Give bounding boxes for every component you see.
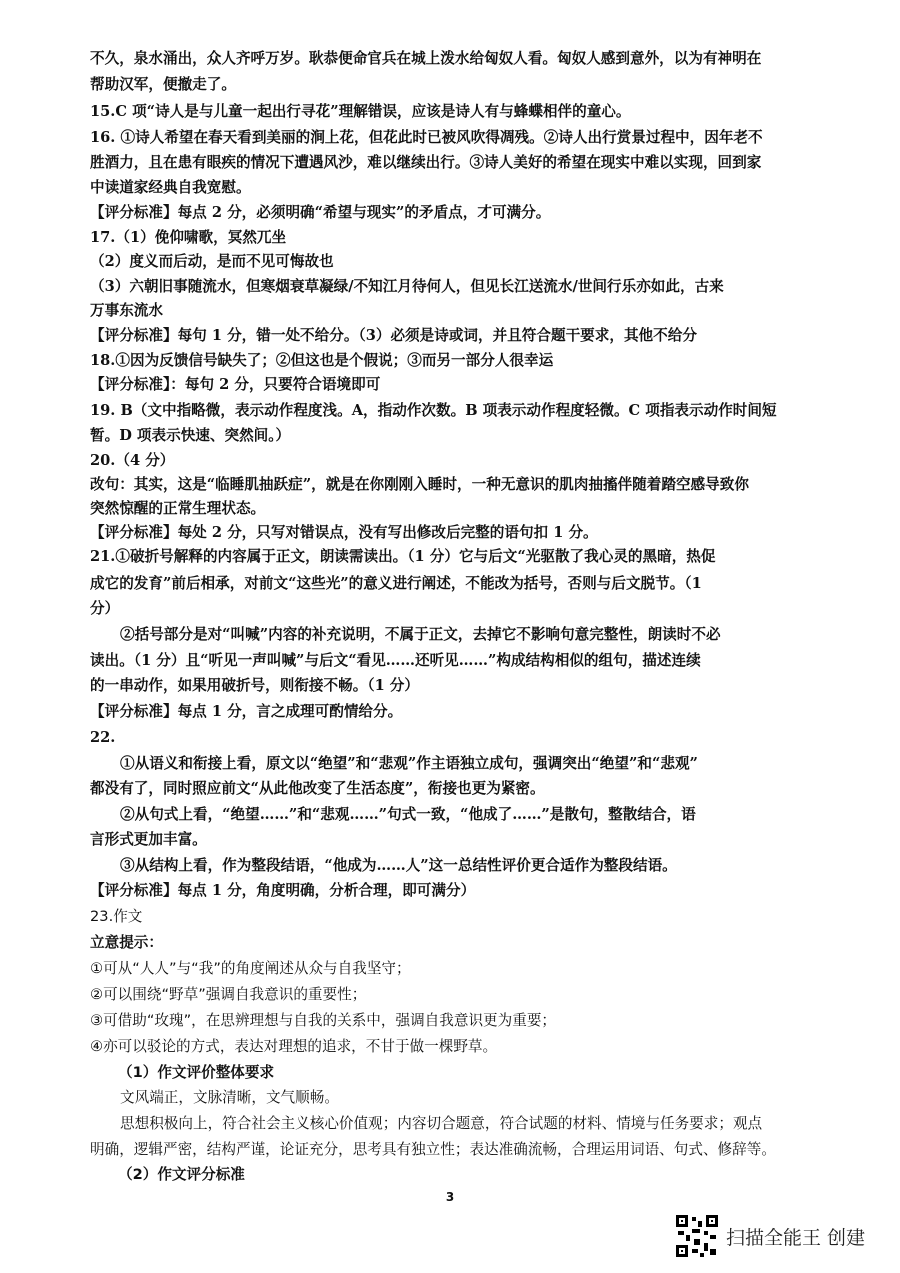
text-line: 20.（4 分） xyxy=(90,452,175,469)
text-line: 【评分标准】每处 2 分，只写对错误点，没有写出修改后完整的语句扣 1 分。 xyxy=(90,524,598,541)
text-line: 暂。D 项表示快速、突然间。） xyxy=(90,427,291,444)
text-line: ②从句式上看，“绝望……”和“悲观……”句式一致，“他成了……”是散句，整散结合，语 xyxy=(120,806,696,823)
text-line: ④亦可以驳论的方式，表达对理想的追求，不甘于做一棵野草。 xyxy=(90,1038,498,1055)
text-line: 中读道家经典自我宽慰。 xyxy=(90,179,251,196)
text-line: 明确，逻辑严密，结构严谨，论证充分，思考具有独立性；表达准确流畅，合理运用词语、句式、修辞等。 xyxy=(90,1141,776,1158)
section-heading: 立意提示： xyxy=(90,934,163,951)
text-line: ①从语义和衔接上看，原文以“绝望”和“悲观”作主语独立成句，强调突出“绝望”和“悲观” xyxy=(120,755,698,772)
text-line: 17.（1）俛仰啸歌，冥然兀坐 xyxy=(90,229,287,246)
text-line: 分） xyxy=(90,600,120,617)
text-line: 突然惊醒的正常生理状态。 xyxy=(90,500,266,517)
text-line: 【评分标准】每点 1 分，角度明确，分析合理，即可满分） xyxy=(90,882,476,899)
text-line: 18.①因为反馈信号缺失了；②但这也是个假说；③而另一部分人很幸运 xyxy=(90,352,554,369)
text-line: 19. B（文中指略微，表示动作程度浅。A，指动作次数。B 项表示动作程度轻微。C 项指表示动作时间短 xyxy=(90,402,777,419)
text-line: 【评分标准】每点 2 分，必须明确“希望与现实”的矛盾点，才可满分。 xyxy=(90,204,551,221)
text-line: 16. ①诗人希望在春天看到美丽的涧上花，但花此时已被风吹得凋残。②诗人出行赏景过程中，因年老不 xyxy=(90,129,763,146)
page-number: 3 xyxy=(445,1190,455,1204)
text-line: 言形式更加丰富。 xyxy=(90,831,207,848)
text-line: 都没有了，同时照应前文“从此他改变了生活态度”，衔接也更为紧密。 xyxy=(90,780,545,797)
text-line: ①可从“人人”与“我”的角度阐述从众与自我坚守； xyxy=(90,960,411,977)
section-heading: （2）作文评分标准 xyxy=(118,1166,245,1183)
section-heading: （1）作文评价整体要求 xyxy=(118,1064,275,1081)
text-line: 21.①破折号解释的内容属于正文，朗读需读出。（1 分）它与后文“光驱散了我心灵的黑暗，热促 xyxy=(90,548,716,565)
text-line: 读出。（1 分）且“听见一声叫喊”与后文“看见……还听见……”构成结构相似的组句，描述连续 xyxy=(90,652,701,669)
text-line: 胜酒力，且在患有眼疾的情况下遭遇风沙，难以继续出行。③诗人美好的希望在现实中难以实现，回到家 xyxy=(90,154,762,171)
text-line: （2）度义而后动，是而不见可悔故也 xyxy=(90,253,334,270)
text-line: ②可以围绕“野草”强调自我意识的重要性； xyxy=(90,986,367,1003)
text-line: 改句：其实，这是“临睡肌抽跃症”，就是在你刚刚入睡时，一种无意识的肌肉抽搐伴随着踏空感导致你 xyxy=(90,476,749,493)
text-line: ③从结构上看，作为整段结语，“他成为……人”这一总结性评价更合适作为整段结语。 xyxy=(120,857,677,874)
text-line: 的一串动作，如果用破折号，则衔接不畅。（1 分） xyxy=(90,677,419,694)
text-line: 【评分标准】每句 1 分，错一处不给分。（3）必须是诗或词，并且符合题干要求，其他不给分 xyxy=(90,327,697,344)
text-line: 23.作文 xyxy=(90,908,143,925)
text-line: ③可借助“玫瑰”，在思辨理想与自我的关系中，强调自我意识更为重要； xyxy=(90,1012,557,1029)
text-line: 【评分标准】：每句 2 分，只要符合语境即可 xyxy=(90,376,381,393)
text-line: 成它的发育”前后相承，对前文“这些光”的意义进行阐述，不能改为括号，否则与后文脱节。（1 xyxy=(90,575,702,592)
footer-text: 扫描全能王 创建 xyxy=(726,1226,866,1249)
text-line: 万事东流水 xyxy=(90,302,163,319)
text-line: 文风端正，文脉清晰，文气顺畅。 xyxy=(120,1089,339,1106)
text-line: 【评分标准】每点 1 分，言之成理可酌情给分。 xyxy=(90,703,403,720)
text-line: （3）六朝旧事随流水，但寒烟衰草凝绿/不知江月待何人，但见长江送流水/世间行乐亦如此，古来 xyxy=(90,278,724,295)
text-line: 思想积极向上，符合社会主义核心价值观；内容切合题意，符合试题的材料、情境与任务要求；观点 xyxy=(120,1115,763,1132)
qr-code-icon xyxy=(676,1215,718,1257)
text-line: ②括号部分是对“叫喊”内容的补充说明，不属于正文，去掉它不影响句意完整性，朗读时不必 xyxy=(120,626,721,643)
text-line: 15.C 项“诗人是与儿童一起出行寻花”理解错误，应该是诗人有与蜂蝶相伴的童心。 xyxy=(90,103,631,120)
text-line: 不久，泉水涌出，众人齐呼万岁。耿恭便命官兵在城上泼水给匈奴人看。匈奴人感到意外，以为有神明在 xyxy=(90,50,762,67)
scanner-watermark xyxy=(676,1214,886,1258)
text-line: 22. xyxy=(90,729,116,746)
text-line: 帮助汉军，便撤走了。 xyxy=(90,76,236,93)
